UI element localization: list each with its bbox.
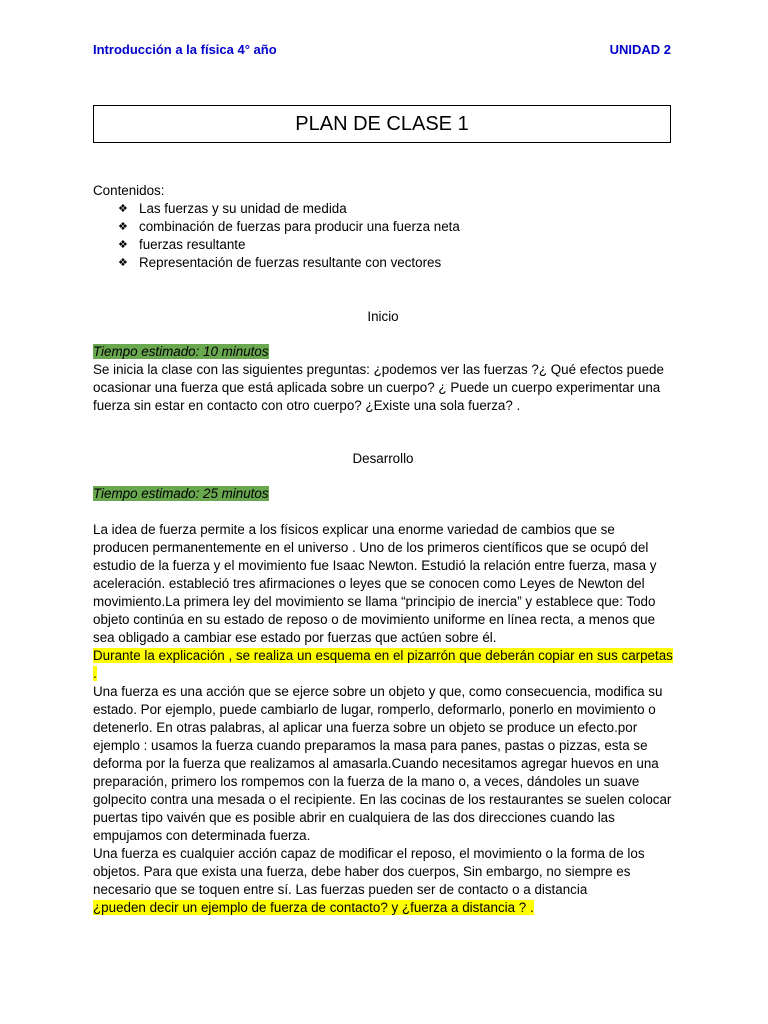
diamond-bullet-icon: ❖: [118, 203, 128, 215]
unit-label: UNIDAD 2: [609, 42, 671, 57]
page-title: PLAN DE CLASE 1: [295, 112, 469, 135]
page-title-box: [93, 105, 671, 143]
desarrollo-paragraph-1: La idea de fuerza permite a los físicos explicar una enorme variedad de cambios que se producen permanentemente en el universo . Uno de los primeros científicos que se ocupó del estudio de la fuerza y el movimiento fue Isaac Newton. Estudió la relación entre fuerza, masa y aceleración. estableció tres afirmaciones o leyes que se conocen como Leyes de Newton del movimiento.La primera ley del movimiento se llama “principio de inercia” y establece que: Todo objeto continúa en su estado de reposo o de movimiento uniforme en línea recta, a menos que sea obligado a cambiar ese estado por fuerzas que actúen sobre él.: [93, 522, 657, 645]
diamond-bullet-icon: ❖: [118, 257, 128, 269]
list-item: ❖ Las fuerzas y su unidad de medida: [118, 201, 347, 216]
desarrollo-paragraph-3: Una fuerza es cualquier acción capaz de modificar el reposo, el movimiento o la forma de los objetos. Para que exista una fuerza, debe haber dos cuerpos, Sin embargo, no siempre es necesario que se toquen entre sí. Las fuerzas pueden ser de contacto o a distancia: [93, 846, 645, 897]
document-body: [93, 182, 673, 917]
inicio-heading: Inicio: [367, 309, 399, 324]
contents-label: Contenidos:: [93, 183, 165, 198]
highlight-note-1: Durante la explicación , se realiza un esquema en el pizarrón que deberán copiar en sus carpetas .: [93, 648, 673, 681]
contents-list: [93, 200, 673, 272]
list-item: ❖ fuerzas resultante: [118, 237, 246, 252]
highlight-question-2: ¿pueden decir un ejemplo de fuerza de contacto? y ¿fuerza a distancia ? .: [93, 900, 534, 915]
course-title: Introducción a la física 4° año: [93, 42, 277, 57]
desarrollo-heading: Desarrollo: [352, 451, 414, 466]
desarrollo-time-estimate: Tiempo estimado: 25 minutos: [93, 486, 269, 501]
desarrollo-paragraph-2: Una fuerza es una acción que se ejerce sobre un objeto y que, como consecuencia, modifica su estado. Por ejemplo, puede cambiarlo de lugar, romperlo, deformarlo, ponerlo en movimiento o detenerlo. En otras palabras, al aplicar una fuerza sobre un objeto se produce un efecto.por ejemplo : usamos la fuerza cuando preparamos la masa para panes, pastas o pizzas, esta se deforma por la fuerza que realizamos al amasarla.Cuando necesitamos agregar huevos en una preparación, primero los rompemos con la fuerza de la mano o, a veces, dándoles un suave golpecito contra una mesada o el recipiente. En las cocinas de los restaurantes se suelen colocar puertas tipo vaivén que es posible abrir en cualquiera de las dos direcciones cuando las empujamos con determinada fuerza.: [93, 684, 672, 843]
inicio-time-estimate: Tiempo estimado: 10 minutos: [93, 344, 269, 359]
diamond-bullet-icon: ❖: [118, 221, 128, 233]
inicio-text: Se inicia la clase con las siguientes preguntas: ¿podemos ver las fuerzas ?¿ Qué efectos puede ocasionar una fuerza que está aplicada sobre un cuerpo? ¿ Puede un cuerpo experimentar una fuerza sin estar en contacto con otro cuerpo? ¿Existe una sola fuerza? .: [93, 362, 664, 413]
diamond-bullet-icon: ❖: [118, 239, 128, 251]
page-header: [93, 42, 671, 57]
list-item: ❖ combinación de fuerzas para producir una fuerza neta: [118, 219, 460, 234]
list-item: ❖ Representación de fuerzas resultante con vectores: [118, 255, 442, 270]
